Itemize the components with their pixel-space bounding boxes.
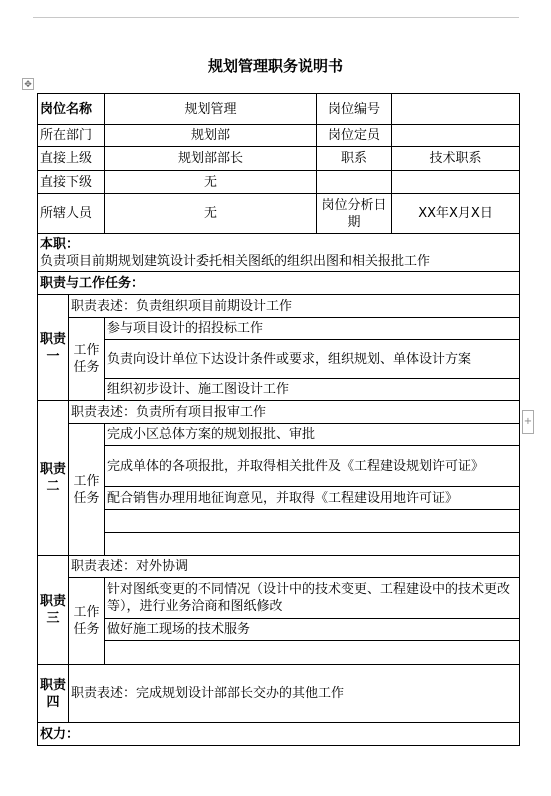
position-name-value: 规划管理 (105, 94, 317, 125)
responsibility-2-desc: 职责表述：负责所有项目报审工作 (69, 401, 520, 424)
position-name-label: 岗位名称 (38, 94, 105, 125)
staff-label: 所辖人员 (38, 194, 105, 234)
job-series-value: 技术职系 (392, 147, 520, 171)
department-label: 所在部门 (38, 125, 105, 147)
table-resize-handle-icon[interactable]: + (522, 410, 534, 434)
responsibility-2-label: 职责二 (38, 401, 69, 556)
staff-value: 无 (105, 194, 317, 234)
responsibility-2-task-1: 完成小区总体方案的规划报批、审批 (105, 424, 520, 446)
responsibility-4-desc: 职责表述：完成规划设计部部长交办的其他工作 (69, 665, 520, 723)
tasks-header: 职责与工作任务： (38, 272, 520, 295)
responsibility-3-task-1: 针对图纸变更的不同情况（设计中的技术变更、工程建设中的技术更改等），进行业务洽商和图纸修改 (105, 578, 520, 619)
responsibility-2-task-label: 工作任务 (69, 424, 105, 556)
duty-label: 本职： (40, 236, 80, 252)
position-code-value (392, 94, 520, 125)
responsibility-3-task-3 (105, 641, 520, 665)
table-move-handle-icon[interactable]: ✥ (22, 78, 34, 90)
authority-label: 权力： (38, 723, 520, 746)
superior-value: 规划部部长 (105, 147, 317, 171)
responsibility-3-desc: 职责表述：对外协调 (69, 556, 520, 578)
responsibility-1-desc: 职责表述：负责组织项目前期设计工作 (69, 295, 520, 318)
job-series-label: 职系 (317, 147, 392, 171)
headcount-label: 岗位定员 (317, 125, 392, 147)
document-title: 规划管理职务说明书 (207, 57, 343, 75)
responsibility-1-task-3: 组织初步设计、施工图设计工作 (105, 379, 520, 401)
subordinate-label: 直接下级 (38, 171, 105, 194)
responsibility-1-task-1: 参与项目设计的招投标工作 (105, 318, 520, 340)
duty-section (38, 234, 520, 272)
responsibility-1-label: 职责一 (38, 295, 69, 401)
responsibility-1-task-2: 负责向设计单位下达设计条件或要求，组织规划、单体设计方案 (105, 340, 520, 379)
responsibility-2-task-4 (105, 510, 520, 533)
responsibility-2-task-3: 配合销售办理用地征询意见，并取得《工程建设用地许可证》 (105, 487, 520, 510)
job-description-table (37, 93, 520, 746)
responsibility-1-task-label: 工作任务 (69, 318, 105, 401)
superior-label: 直接上级 (38, 147, 105, 171)
analysis-date-label: 岗位分析日期 (317, 194, 392, 234)
duty-text: 负责项目前期规划建筑设计委托相关图纸的组织出图和相关报批工作 (40, 253, 431, 269)
headcount-value (392, 125, 520, 147)
responsibility-3-label: 职责三 (38, 556, 69, 665)
responsibility-3-task-label: 工作任务 (69, 578, 105, 665)
position-code-label: 岗位编号 (317, 94, 392, 125)
responsibility-3-task-2: 做好施工现场的技术服务 (105, 619, 520, 641)
analysis-date-value: XX年X月X日 (392, 194, 520, 234)
header-rule (33, 17, 519, 18)
responsibility-4-label: 职责四 (38, 665, 69, 723)
responsibility-2-task-5 (105, 533, 520, 556)
responsibility-2-task-2: 完成单体的各项报批，并取得相关批件及《工程建设规划许可证》 (105, 446, 520, 487)
subordinate-value: 无 (105, 171, 317, 194)
department-value: 规划部 (105, 125, 317, 147)
